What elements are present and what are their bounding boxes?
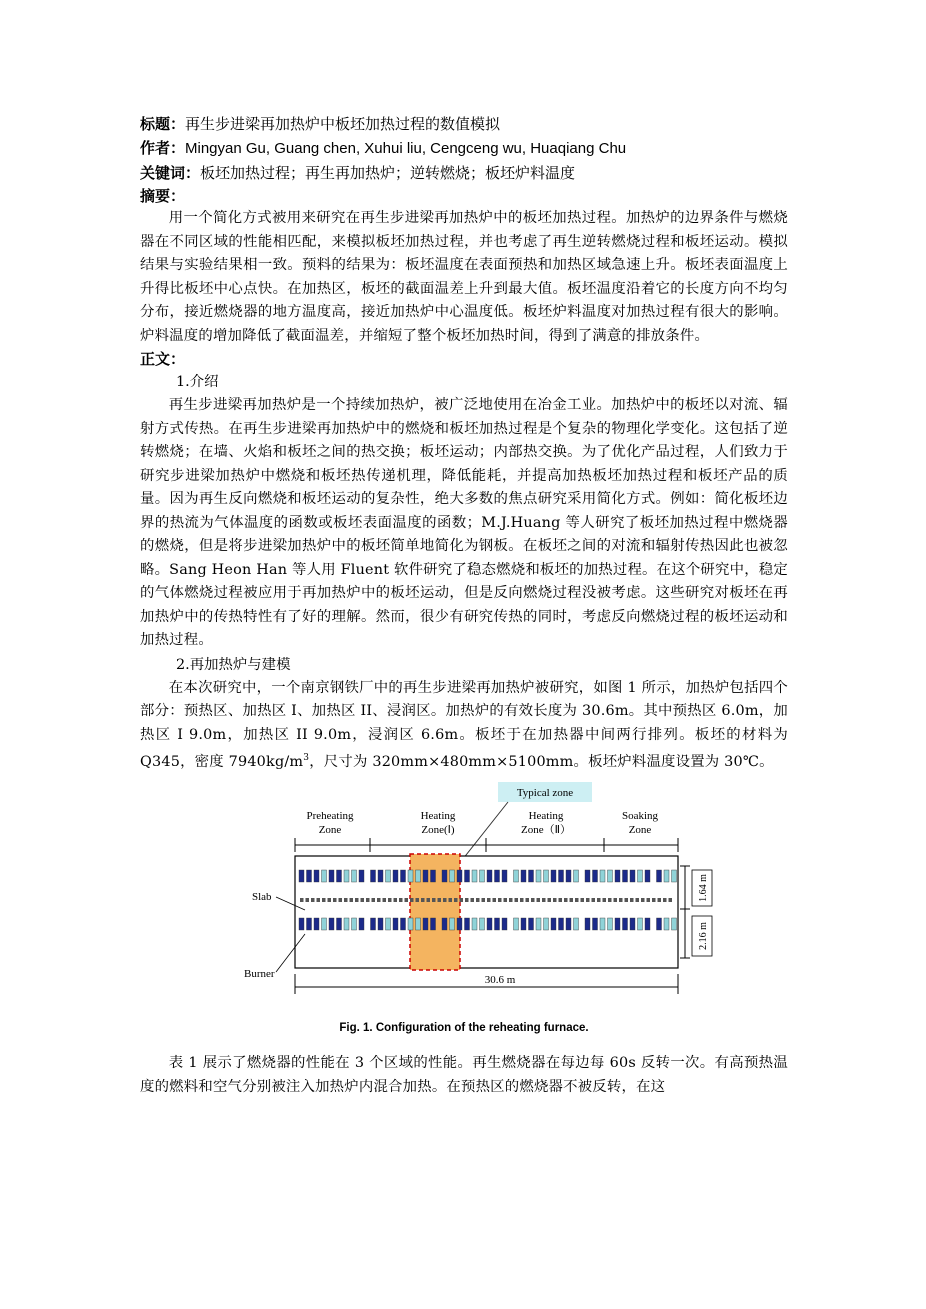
burner-icon [544,918,549,930]
keywords-line [140,161,788,185]
slab-block [311,898,315,902]
burner-icon [423,870,428,882]
burner-icon [472,918,477,930]
burner-icon [521,918,526,930]
burner-icon [314,870,319,882]
burner-icon [536,918,541,930]
burner-icon [465,918,470,930]
section2-text [140,677,788,775]
title-line [140,112,788,136]
slab-block [377,898,381,902]
burner-icon [574,918,579,930]
zone-heating2-1: Heating [528,810,564,823]
burner-icon [378,918,383,930]
slab-block [476,898,480,902]
burner-icon [337,918,342,930]
section1-text: 再生步进梁再加热炉是一个持续加热炉，被广泛地使用在冶金工业。加热炉中的板坯以对流、辐射方式传热。在再生步进梁再加热炉中的燃烧和板坯加热过程是个复杂的物理化学变化。这包括了逆转燃烧；在墙、火焰和板坯之间的热交换；板坯运动；内部热交换。为了优化产品过程，人们致力于研究步进梁加热炉中燃烧和板坯热传递机理，降低能耗，并提高加热板坯加热过程和板坯产品的质量。因为再生反向燃烧和板坯运动的复杂性，绝大多数的焦点研究采用简化方式。例如：简化板坯边界的热流为气体温度的函数或板坯表面温度的函数；M.J.Huang 等人研究了板坯加热过程中燃烧器的燃烧，但是将步进梁加热炉中的板坯简单地简化为钢板。在板坯之间的对流和辐射传热因此也被忽略。Sang Heon Han 等人用 Fluent 软件研究了稳态燃烧和板坯的加热过程。在这个研究中，稳定的气体燃烧过程被应用于再加热炉中的板坯运动，但是反向燃烧过程没被考虑。这些研究对板坯在再加热炉中的传热特性有了好的理解。然而，很少有研究传热的同时，考虑反向燃烧过程的板坯运动和加热过程。 [140,397,788,648]
burner-icon [487,918,492,930]
burner-icon [536,870,541,882]
slab-block [438,898,442,902]
burner-icon [657,918,662,930]
authors-line [140,136,788,161]
burner-icon [378,870,383,882]
burner-icon [307,870,312,882]
height-dimension-lines [680,866,690,958]
burner-icon [337,870,342,882]
slab-block [548,898,552,902]
burner-icon [638,870,643,882]
burner-icon [314,918,319,930]
zone-preheating-1: Preheating [306,810,354,823]
slab-block [559,898,563,902]
slab-block [443,898,447,902]
burner-icon [585,870,590,882]
burner-icon [502,918,507,930]
slab-block [570,898,574,902]
burner-icon [442,870,447,882]
burner-icon [664,918,669,930]
slab-block [636,898,640,902]
burner-icon [502,870,507,882]
burner-icon [352,918,357,930]
slab-block [608,898,612,902]
burner-icon [465,870,470,882]
slab-block [553,898,557,902]
burner-icon [593,870,598,882]
burner-icon [386,918,391,930]
section2-text-a: 在本次研究中，一个南京钢铁厂中的再生步进梁再加热炉被研究，如图 1 所示，加热炉包括四个部分：预热区、加热区 I、加热区 II、浸润区。加热炉的有效长度为 30.6m。其中预热区 6.0m，加热区 I 9.0m，加热区 II 9.0m，浸润区 6.6m。板坯于在加热器中间两行排列。板坯的材料为 Q345，密度 7940kg/m [140,679,788,770]
burner-icon [615,870,620,882]
slab-block [614,898,618,902]
burner-icon [645,870,650,882]
burner-icon [307,918,312,930]
burner-icon [329,870,334,882]
burner-icon [600,870,605,882]
burner-icon [559,870,564,882]
burner-icon [344,918,349,930]
slab-block [542,898,546,902]
slab-block [592,898,596,902]
slab-block [449,898,453,902]
slab-block [652,898,656,902]
burner-icon [299,870,304,882]
burner-icon [480,870,485,882]
slab-block [509,898,513,902]
burner-icon [480,918,485,930]
slab-block [669,898,673,902]
burner-icon [393,870,398,882]
burner-icon [322,870,327,882]
authors-label: 作者： [140,139,186,157]
burner-icon [408,870,413,882]
burner-icon [672,870,677,882]
burner-icon [566,918,571,930]
furnace-diagram [140,782,788,1014]
slab-block [410,898,414,902]
keywords-label: 关键词： [140,164,201,182]
burner-icon [450,918,455,930]
slab-block [355,898,359,902]
slab-block [366,898,370,902]
slab-block [394,898,398,902]
burner-icon [416,870,421,882]
burner-icon [600,918,605,930]
burner-icon [664,870,669,882]
burner-icon [615,918,620,930]
burner-icon [623,918,628,930]
zone-soaking-2: Zone [628,824,652,837]
burner-icon [359,870,364,882]
slab-block [399,898,403,902]
superscript-3: 3 [303,753,310,763]
slab-block [328,898,332,902]
zone-soaking-1: Soaking [621,810,659,823]
burner-icon [630,918,635,930]
burner-icon [657,870,662,882]
burner-icon [559,918,564,930]
slab-block [531,898,535,902]
burner-icon [544,870,549,882]
slab-block [575,898,579,902]
slab-block [465,898,469,902]
burner-icon [442,918,447,930]
slab-block [372,898,376,902]
burner-icon [386,870,391,882]
section1-heading: 1.介绍 [176,374,219,390]
dim-bottom-label: 2.16 m [698,922,709,951]
burner-icon [645,918,650,930]
burner-icon [608,918,613,930]
slab-block [388,898,392,902]
authors: Mingyan Gu, Guang chen, Xuhui liu, Cengceng wu, Huaqiang Chu [185,140,627,157]
burner-icon [352,870,357,882]
burner-icon [529,870,534,882]
slab-block [350,898,354,902]
burner-icon [638,918,643,930]
burner-icon [371,870,376,882]
body-label: 正文： [140,350,186,368]
slab-block [300,898,304,902]
burner-icon [514,870,519,882]
burner-icon [672,918,677,930]
burner-icon [299,918,304,930]
burner-icon [359,918,364,930]
burner-icon [344,870,349,882]
slab-block [416,898,420,902]
slab-block [630,898,634,902]
burner-icon [585,918,590,930]
burner-row-bottom [299,918,677,930]
burner-icon [457,918,462,930]
burner-icon [495,918,500,930]
burner-row-top [299,870,677,882]
burner-icon [608,870,613,882]
document-page [140,112,788,1099]
slab-block [322,898,326,902]
zone-heating1-1: Heating [420,810,456,823]
slab-block [460,898,464,902]
length-label: 30.6 m [484,974,516,987]
slab-block [647,898,651,902]
abstract-label: 摘要： [140,187,186,205]
burner-icon [401,918,406,930]
slab-block [339,898,343,902]
slab-block [515,898,519,902]
burner-icon [472,870,477,882]
burner-icon [431,870,436,882]
keywords: 板坯加热过程；再生再加热炉；逆转燃烧；板坯炉料温度 [200,164,576,182]
slab-block [586,898,590,902]
paper-title: 再生步进梁再加热炉中板坯加热过程的数值模拟 [185,115,501,133]
slab-block [344,898,348,902]
burner-icon [529,918,534,930]
slab-block [564,898,568,902]
burner-icon [416,918,421,930]
zone-preheating-2: Zone [318,824,342,837]
furnace-figure [140,782,788,1042]
slab-block [361,898,365,902]
zone-dimension-line [295,838,678,852]
burner-icon [322,918,327,930]
burner-icon [487,870,492,882]
burner-icon [630,870,635,882]
slab-block [493,898,497,902]
burner-icon [423,918,428,930]
slab-block [487,898,491,902]
typical-zone-label: Typical zone [516,787,574,800]
burner-icon [521,870,526,882]
slab-label: Slab [252,891,272,904]
slab-block [432,898,436,902]
slab-block [421,898,425,902]
burner-icon [329,918,334,930]
dim-top-label: 1.64 m [698,874,709,903]
slab-block [526,898,530,902]
burner-icon [514,918,519,930]
burner-icon [593,918,598,930]
closing-text: 表 1 展示了燃烧器的性能在 3 个区域的性能。再生燃烧器在每边每 60s 反转一次。有高预热温度的燃料和空气分别被注入加热炉内混合加热。在预热区的燃烧器不被反转，在这 [140,1055,788,1095]
slab-block [383,898,387,902]
burner-icon [574,870,579,882]
slab-block [498,898,502,902]
burner-icon [551,870,556,882]
slab-block [504,898,508,902]
burner-icon [401,870,406,882]
figure-caption: Fig. 1. Configuration of the reheating furnace. [339,1022,589,1035]
burner-icon [495,870,500,882]
burner-icon [457,870,462,882]
slab-block [603,898,607,902]
title-label: 标题： [140,115,186,133]
burner-label: Burner [244,968,275,981]
burner-icon [623,870,628,882]
zone-heating1-2: Zone(Ⅰ) [421,824,455,837]
burner-icon [371,918,376,930]
slab-block [663,898,667,902]
burner-icon [393,918,398,930]
slab-block [641,898,645,902]
section2-text-b: ，尺寸为 320mm×480mm×5100mm。板坯炉料温度设置为 30℃。 [309,753,774,770]
section2-heading: 2.再加热炉与建模 [176,656,291,673]
slab-block [625,898,629,902]
burner-icon [408,918,413,930]
burner-icon [431,918,436,930]
slab-block [658,898,662,902]
slab-block [482,898,486,902]
slab-block [581,898,585,902]
slab-block [537,898,541,902]
slab-block [317,898,321,902]
burner-icon [450,870,455,882]
slab-block [454,898,458,902]
slab-block [306,898,310,902]
slab-block [619,898,623,902]
slab-block [520,898,524,902]
slab-block [427,898,431,902]
burner-icon [566,870,571,882]
abstract-text: 用一个简化方式被用来研究在再生步进梁再加热炉中的板坯加热过程。加热炉的边界条件与燃烧器在不同区域的性能相匹配，来模拟板坯加热过程，并也考虑了再生逆转燃烧过程和板坯运动。模拟结果与实验结果相一致。预料的结果为：板坯温度在表面预热和加热区域急速上升。板坯表面温度上升得比板坯中心点快。在加热区，板坯的截面温差上升到最大值。板坯温度沿着它的长度方向不均匀分布，接近燃烧器的地方温度高，接近加热炉中心温度低。板坯炉料温度对加热过程有很大的影响。炉料温度的增加降低了截面温差，并缩短了整个板坯加热时间，得到了满意的排放条件。 [140,210,788,344]
slab-block [333,898,337,902]
burner-icon [551,918,556,930]
zone-heating2-2: Zone（Ⅱ） [520,824,572,837]
slab-block [471,898,475,902]
slab-block [405,898,409,902]
slab-block [597,898,601,902]
